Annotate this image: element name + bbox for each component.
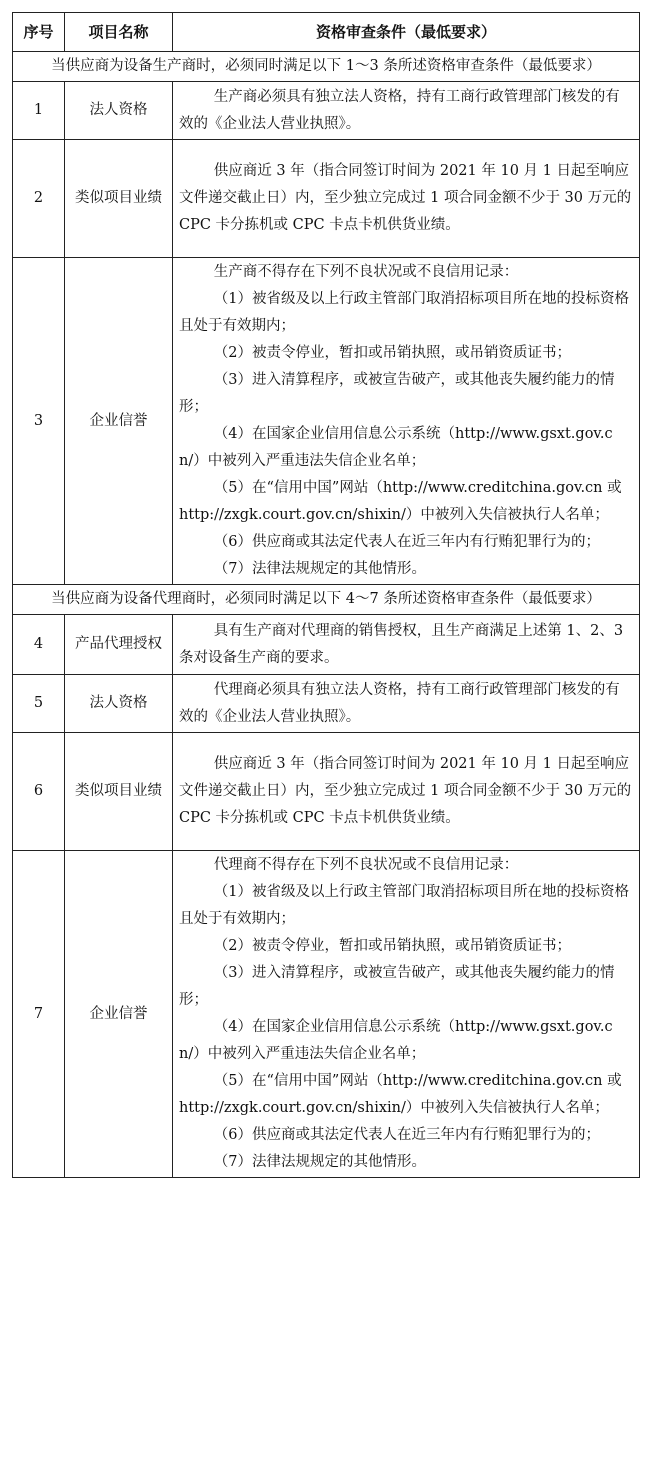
- header-row: [13, 13, 640, 52]
- row-condition: [173, 140, 640, 258]
- condition-line: （5）在“信用中国”网站（http://www.creditchina.gov.cn 或 http://zxgk.court.gov.cn/shixin/）中被列入失信被执行人名单；: [179, 480, 622, 523]
- condition-line: （6）供应商或其法定代表人在近三年内有行贿犯罪行为的；: [213, 1127, 601, 1143]
- row-condition: [173, 615, 640, 675]
- table-row: [13, 851, 640, 1178]
- qualification-table: [12, 12, 640, 1178]
- condition-line: （1）被省级及以上行政主管部门取消招标项目所在地的投标资格且处于有效期内；: [179, 884, 630, 927]
- header-condition: 资格审查条件（最低要求）: [173, 13, 640, 52]
- condition-line: （7）法律法规规定的其他情形。: [213, 1154, 427, 1170]
- table-row: [13, 140, 640, 258]
- condition-line: （2）被责令停业，暂扣或吊销执照，或吊销资质证书；: [213, 345, 572, 361]
- row-condition: [173, 733, 640, 851]
- row-number: 5: [13, 675, 65, 733]
- table-row: [13, 258, 640, 585]
- table-row: [13, 733, 640, 851]
- condition-line: （1）被省级及以上行政主管部门取消招标项目所在地的投标资格且处于有效期内；: [179, 291, 630, 334]
- row-condition: [173, 258, 640, 585]
- row-condition: [173, 675, 640, 733]
- condition-line: 供应商近 3 年（指合同签订时间为 2021 年 10 月 1 日起至响应文件递交截止日）内，至少独立完成过 1 项合同金额不少于 30 万元的 CPC 卡分拣机或 CPC 卡点卡机供货业绩。: [179, 756, 632, 826]
- row-item-name: 企业信誉: [65, 851, 173, 1178]
- row-number: 7: [13, 851, 65, 1178]
- row-item-name: 类似项目业绩: [65, 140, 173, 258]
- condition-line: 生产商必须具有独立法人资格，持有工商行政管理部门核发的有效的《企业法人营业执照》。: [179, 88, 620, 132]
- condition-line: （5）在“信用中国”网站（http://www.creditchina.gov.cn 或 http://zxgk.court.gov.cn/shixin/）中被列入失信被执行人名单；: [179, 1073, 622, 1116]
- section-row-agent: [13, 585, 640, 615]
- section-agent-text: 当供应商为设备代理商时，必须同时满足以下 4～7 条所述资格审查条件（最低要求）: [13, 585, 640, 615]
- row-item-name: 产品代理授权: [65, 615, 173, 675]
- condition-line: 供应商近 3 年（指合同签订时间为 2021 年 10 月 1 日起至响应文件递交截止日）内，至少独立完成过 1 项合同金额不少于 30 万元的 CPC 卡分拣机或 CPC 卡点卡机供货业绩。: [179, 163, 632, 233]
- table-row: [13, 675, 640, 733]
- condition-line: （3）进入清算程序，或被宣告破产，或其他丧失履约能力的情形；: [179, 965, 615, 1008]
- section-manufacturer-text: 当供应商为设备生产商时，必须同时满足以下 1～3 条所述资格审查条件（最低要求）: [13, 52, 640, 82]
- row-number: 4: [13, 615, 65, 675]
- row-item-name: 法人资格: [65, 82, 173, 140]
- condition-line: （4）在国家企业信用信息公示系统（http://www.gsxt.gov.cn/）中被列入严重违法失信企业名单；: [179, 426, 613, 469]
- row-condition: [173, 851, 640, 1178]
- table-row: [13, 615, 640, 675]
- table-row: [13, 82, 640, 140]
- condition-line: （4）在国家企业信用信息公示系统（http://www.gsxt.gov.cn/）中被列入严重违法失信企业名单；: [179, 1019, 613, 1062]
- condition-line: 代理商必须具有独立法人资格，持有工商行政管理部门核发的有效的《企业法人营业执照》。: [179, 681, 620, 725]
- condition-line: 具有生产商对代理商的销售授权，且生产商满足上述第 1、2、3 条对设备生产商的要求。: [179, 622, 624, 666]
- row-item-name: 企业信誉: [65, 258, 173, 585]
- row-number: 1: [13, 82, 65, 140]
- section-row-manufacturer: [13, 52, 640, 82]
- condition-line: （2）被责令停业，暂扣或吊销执照，或吊销资质证书；: [213, 938, 572, 954]
- row-number: 6: [13, 733, 65, 851]
- row-item-name: 类似项目业绩: [65, 733, 173, 851]
- condition-line: （6）供应商或其法定代表人在近三年内有行贿犯罪行为的；: [213, 534, 601, 550]
- condition-line: 生产商不得存在下列不良状况或不良信用记录：: [213, 264, 519, 280]
- condition-line: （3）进入清算程序，或被宣告破产，或其他丧失履约能力的情形；: [179, 372, 615, 415]
- condition-line: 代理商不得存在下列不良状况或不良信用记录：: [213, 857, 519, 873]
- condition-line: （7）法律法规规定的其他情形。: [213, 561, 427, 577]
- row-number: 2: [13, 140, 65, 258]
- header-name: 项目名称: [65, 13, 173, 52]
- header-no: 序号: [13, 13, 65, 52]
- row-number: 3: [13, 258, 65, 585]
- row-condition: [173, 82, 640, 140]
- row-item-name: 法人资格: [65, 675, 173, 733]
